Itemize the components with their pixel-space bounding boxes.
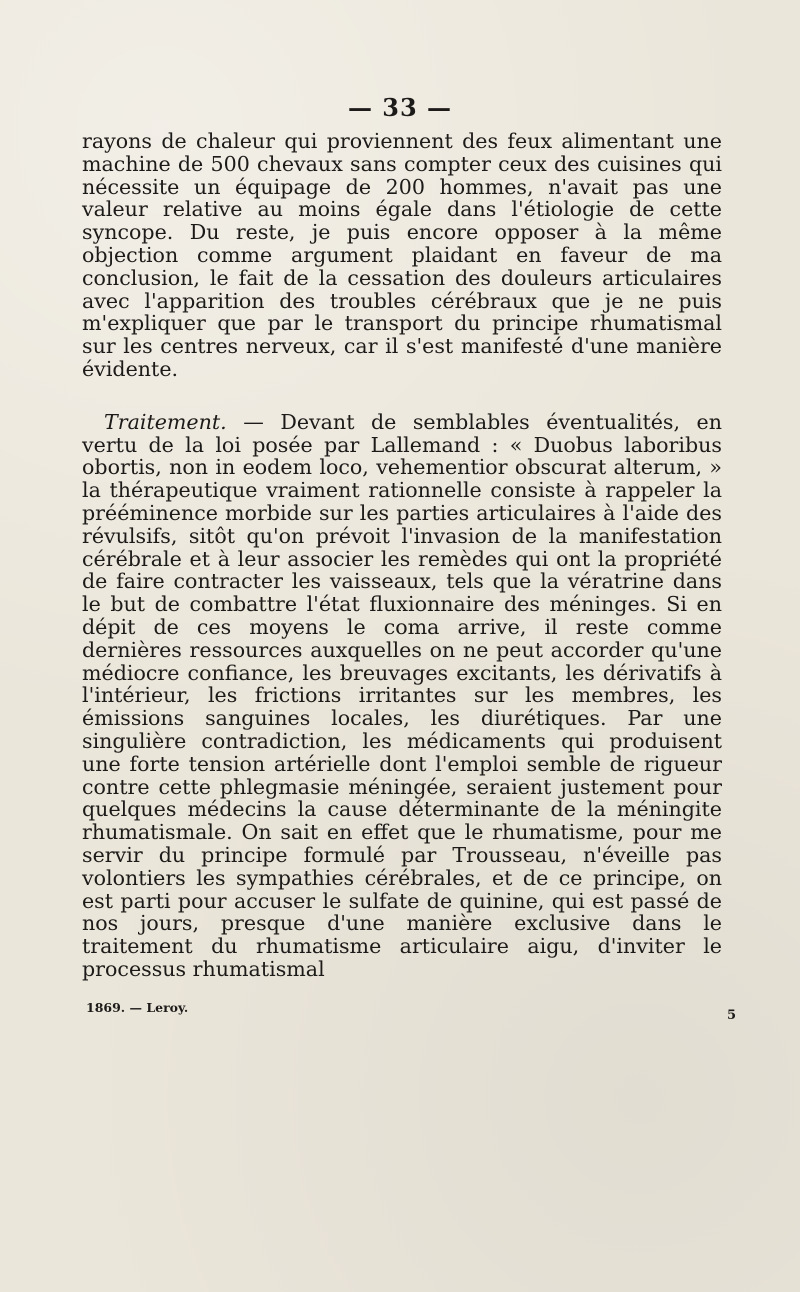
paragraph-1: rayons de chaleur qui proviennent des feux alimentant une machine de 500 chevaux sans compter ceux des cuisines qui nécessite un équipage de 200 hommes, n'avait pas une valeur relative au moins égale dans l'étiologie de cette syncope. Du reste, je puis encore opposer à la même objection comme argument plaidant en faveur de ma conclusion, le fait de la cessation des douleurs articulaires avec l'apparition des troubles cérébraux que je ne puis m'expliquer que par le transport du principe rhumatismal sur les centres nerveux, car il s'est manifesté d'une manière évidente. (82, 129, 722, 381)
page-number: — 33 — (347, 93, 453, 122)
paragraph-2 (82, 411, 722, 981)
treatment-heading: Traitement. (104, 409, 227, 434)
body-text (82, 130, 722, 981)
signature-mark: 5 (726, 1008, 736, 1023)
paragraph-2-text: — Devant de semblables éventualités, en vertu de la loi posée par Lallemand : « Duobus laboribus obortis, non in eodem loco, vehementior obscurat alterum, » la thérapeutique vraiment rationnelle consiste à rappeler la prééminence morbide sur les parties articulaires à l'aide des révulsifs, sitôt qu'on prévoit l'invasion de la manifestation cérébrale et à leur associer les remèdes qui ont la propriété de faire contracter les vaisseaux, tels que la vératrine dans le but de combattre l'état fluxionnaire des méninges. Si en dépit de ces moyens le coma arrive, il reste comme dernières ressources auxquelles on ne peut accorder qu'une médiocre confiance, les breuvages excitants, les dérivatifs à l'intérieur, les frictions irritantes sur les membres, les émissions sanguines locales, les diurétiques. Par une singulière contradiction, les médicaments qui produisent une forte tension artérielle dont l'emploi semble de rigueur contre cette phlegmasie méningée, seraient justement pour quelques médecins la cause déterminante de la méningite rhumatismale. On sait en effet que le rhumatisme, pour me servir du principe formulé par Trousseau, n'éveille pas volontiers les sympathies cérébrales, et de ce principe, on est parti pour accuser le sulfate de quinine, qui est passé de nos jours, presque d'une manière exclusive dans le traitement du rhumatisme articulaire aigu, d'inviter le processus rhumatismal (82, 409, 722, 981)
footer-signature: 1869. — Leroy. (86, 1000, 189, 1015)
